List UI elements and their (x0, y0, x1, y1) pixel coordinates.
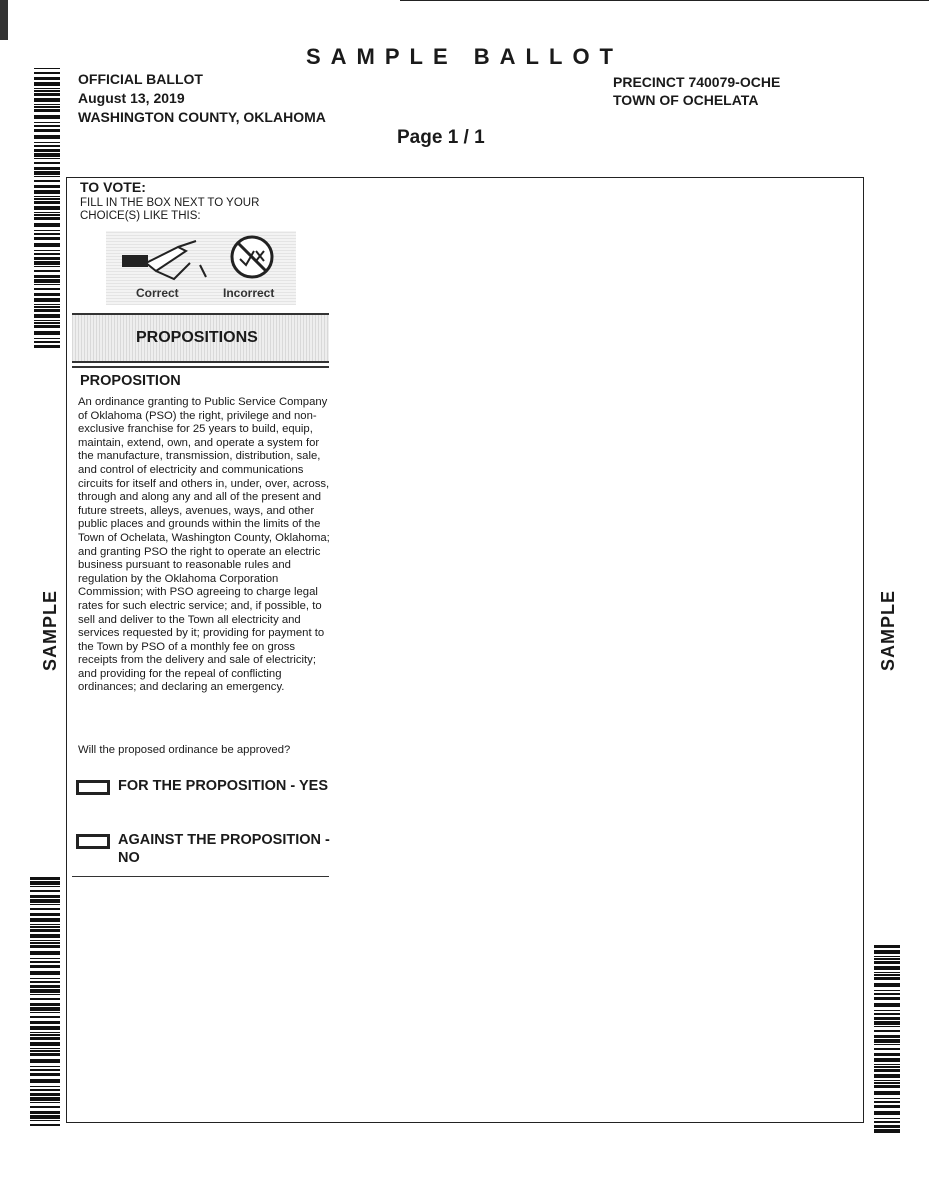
choice-yes-box[interactable] (76, 780, 110, 795)
scan-edge (0, 0, 929, 3)
correct-label: Correct (136, 286, 179, 300)
section-title: PROPOSITIONS (136, 329, 258, 346)
ballot-header-right (613, 73, 780, 109)
page-number: Page 1 / 1 (397, 127, 485, 148)
sample-watermark-right: SAMPLE (878, 589, 899, 672)
correct-mark-icon (116, 237, 216, 287)
election-date: August 13, 2019 (78, 90, 185, 106)
choice-no-box[interactable] (76, 834, 110, 849)
sample-watermark-left: SAMPLE (40, 589, 61, 672)
county-label: WASHINGTON COUNTY, OKLAHOMA (78, 109, 326, 125)
proposition-title: PROPOSITION (80, 373, 181, 389)
section-header (72, 313, 329, 363)
choice-yes-label: FOR THE PROPOSITION - YES (118, 778, 329, 794)
town-label: TOWN OF OCHELATA (613, 92, 759, 108)
ballot-column (72, 179, 330, 866)
choice-no-label: AGAINST THE PROPOSITION - NO (118, 832, 330, 866)
precinct-label: PRECINCT 740079-OCHE (613, 74, 781, 90)
incorrect-label: Incorrect (223, 286, 275, 300)
proposition-text: An ordinance granting to Public Service Company of Oklahoma (PSO) the right, privilege and non-exclusive franchise for 25 years to build, equip, maintain, extend, own, and operate a system for the manufacture, transmission, distribution, sale, and control of electricity and communications circuits for itself and others in, under, over, across, through and along any and all of the present and future streets, alleys, avenues, ways, and other public places and grounds within the limits of the Town of Ochelata, Washington County, Oklahoma; and granting PSO the right to operate an electric business pursuant to reasonable rules and regulation by the Oklahoma Corporation Commission; with PSO agreeing to charge legal rates for such electric service; and, if possible, to sell and deliver to the Town all electricity and services requested by it; providing for payment to the Town by PSO of a monthly fee on gross receipts from the delivery and sale of electricity; and providing for the repeal of conflicting ordinances; and declaring an emergency. (78, 396, 330, 694)
to-vote-instructions: FILL IN THE BOX NEXT TO YOUR CHOICE(S) LIKE THIS: (80, 197, 260, 222)
ballot-header-left (78, 70, 326, 127)
to-vote-title: TO VOTE: (80, 179, 146, 195)
ballot-title: SAMPLE BALLOT (306, 44, 623, 69)
barcode-top-left (34, 68, 60, 351)
section-divider (72, 366, 329, 368)
marking-example (106, 231, 296, 305)
barcode-bottom-right (874, 945, 900, 1134)
incorrect-mark-icon (224, 233, 284, 283)
proposition-question: Will the proposed ordinance be approved? (78, 744, 291, 756)
barcode-bottom-left (30, 877, 60, 1129)
official-ballot-label: OFFICIAL BALLOT (78, 71, 203, 87)
column-end-rule (72, 876, 329, 877)
